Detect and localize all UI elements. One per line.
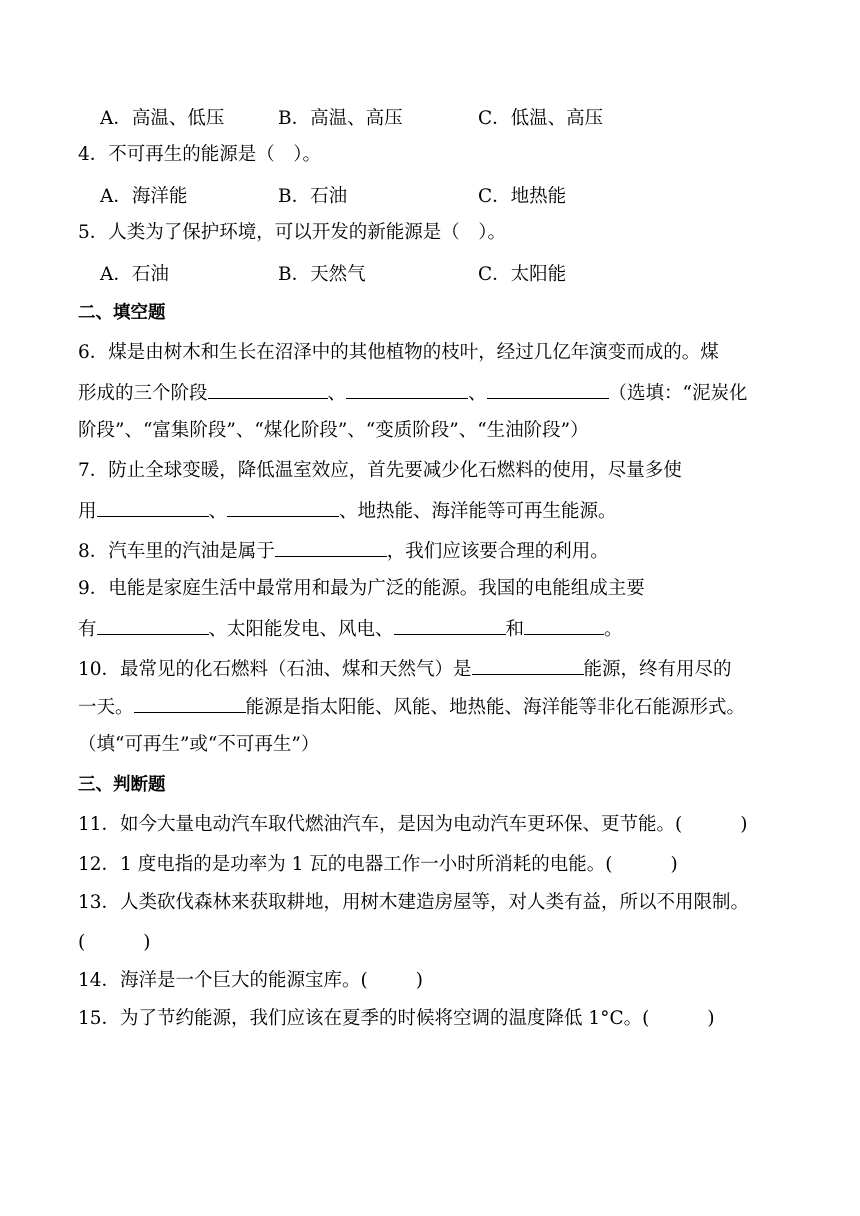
q6-text-a: 形成的三个阶段 bbox=[78, 383, 208, 404]
q8-line bbox=[78, 536, 609, 565]
q5-stem: 5．人类为了保护环境，可以开发的新能源是（ ）。 bbox=[78, 222, 507, 243]
q5-option-c: C．太阳能 bbox=[478, 264, 567, 285]
q10-text-c: 一天。 bbox=[78, 697, 134, 718]
q10-text-d: 能源是指太阳能、风能、地热能、海洋能等非化石能源形式。 bbox=[245, 697, 746, 718]
q10-text-a: 10．最常见的化石燃料（石油、煤和天然气）是 bbox=[78, 659, 472, 680]
q7-text-a: 用 bbox=[78, 501, 97, 522]
q5-option-b: B．天然气 bbox=[278, 264, 366, 285]
q14-stem: 14．海洋是一个巨大的能源宝库。( bbox=[78, 970, 368, 991]
q9-blank-1[interactable] bbox=[97, 614, 209, 635]
q9-text-c: 和 bbox=[505, 619, 525, 640]
q11-stem: 11．如今大量电动汽车取代燃油汽车，是因为电动汽车更环保、更节能。( bbox=[78, 814, 683, 835]
q11-line bbox=[78, 812, 747, 838]
q9-line1: 9．电能是家庭生活中最常用和最为广泛的能源。我国的电能组成主要 bbox=[78, 578, 645, 599]
q10-text-b: 能源，终有用尽的 bbox=[583, 659, 732, 680]
q15-close-paren: ) bbox=[707, 1008, 715, 1029]
q4-stem: 4．不可再生的能源是（ ）。 bbox=[78, 144, 322, 165]
q4-option-b: B．石油 bbox=[278, 186, 348, 207]
q12-close-paren: ) bbox=[670, 854, 678, 875]
q14-close-paren: ) bbox=[415, 970, 423, 991]
q7-line1: 7．防止全球变暖，降低温室效应，首先要减少化石燃料的使用，尽量多使 bbox=[78, 460, 682, 481]
q10-blank-2[interactable] bbox=[134, 692, 246, 713]
q14-line bbox=[78, 968, 423, 994]
q6-blank-3[interactable] bbox=[487, 378, 609, 399]
q7-text-b: 、地热能、海洋能等可再生能源。 bbox=[339, 501, 617, 522]
q8-text-b: ，我们应该要合理的利用。 bbox=[386, 541, 609, 562]
section-heading-true-false: 三、判断题 bbox=[78, 775, 166, 795]
q9-blank-2[interactable] bbox=[394, 614, 506, 635]
q6-line1: 6．煤是由树木和生长在沼泽中的其他植物的枝叶，经过几亿年演变而成的。煤 bbox=[78, 342, 719, 363]
q7-blank-2[interactable] bbox=[227, 496, 339, 517]
q13-open-paren: ( bbox=[78, 932, 86, 953]
q10-line3: （填“可再生”或“不可再生”） bbox=[78, 734, 320, 755]
q6-line2 bbox=[78, 378, 748, 407]
q3-option-c: C．低温、高压 bbox=[478, 108, 604, 129]
q4-option-c: C．地热能 bbox=[478, 186, 567, 207]
q6-sep-1: 、 bbox=[327, 383, 347, 404]
q10-line1 bbox=[78, 654, 732, 683]
q6-sep-2: 、 bbox=[468, 383, 487, 404]
q7-sep: 、 bbox=[208, 501, 228, 522]
q15-stem: 15．为了节约能源，我们应该在夏季的时候将空调的温度降低 1°C。( bbox=[78, 1008, 650, 1029]
q10-line2 bbox=[78, 692, 745, 721]
q11-close-paren: ) bbox=[740, 814, 748, 835]
q15-line bbox=[78, 1006, 715, 1032]
q9-text-d: 。 bbox=[604, 619, 623, 640]
q8-blank[interactable] bbox=[275, 536, 387, 557]
q9-line2 bbox=[78, 614, 623, 643]
q13-stem: 13．人类砍伐森林来获取耕地，用树木建造房屋等，对人类有益，所以不用限制。 bbox=[78, 892, 750, 913]
q12-stem: 12．1 度电指的是功率为 1 瓦的电器工作一小时所消耗的电能。( bbox=[78, 854, 613, 875]
q12-line bbox=[78, 852, 678, 878]
q6-blank-1[interactable] bbox=[208, 378, 328, 399]
q10-blank-1[interactable] bbox=[472, 654, 584, 675]
q7-blank-1[interactable] bbox=[97, 496, 209, 517]
q5-option-a: A．石油 bbox=[100, 264, 169, 285]
section-heading-fill-in: 二、填空题 bbox=[78, 303, 166, 323]
q4-option-a: A．海洋能 bbox=[100, 186, 188, 207]
q8-text-a: 8．汽车里的汽油是属于 bbox=[78, 541, 275, 562]
q6-line3: 阶段”、“富集阶段”、“煤化阶段”、“变质阶段”、“生油阶段”） bbox=[78, 420, 589, 441]
q7-line2 bbox=[78, 496, 617, 525]
q9-text-b: 、太阳能发电、风电、 bbox=[208, 619, 394, 640]
q13-close-paren: ) bbox=[143, 932, 151, 953]
q9-blank-3[interactable] bbox=[524, 614, 604, 635]
q13-answer-line bbox=[78, 930, 150, 956]
q6-blank-2[interactable] bbox=[346, 378, 468, 399]
q6-text-b: （选填：“泥炭化 bbox=[608, 383, 748, 404]
q9-text-a: 有 bbox=[78, 619, 97, 640]
q3-option-b: B．高温、高压 bbox=[278, 108, 403, 129]
q3-option-a: A．高温、低压 bbox=[100, 108, 225, 129]
